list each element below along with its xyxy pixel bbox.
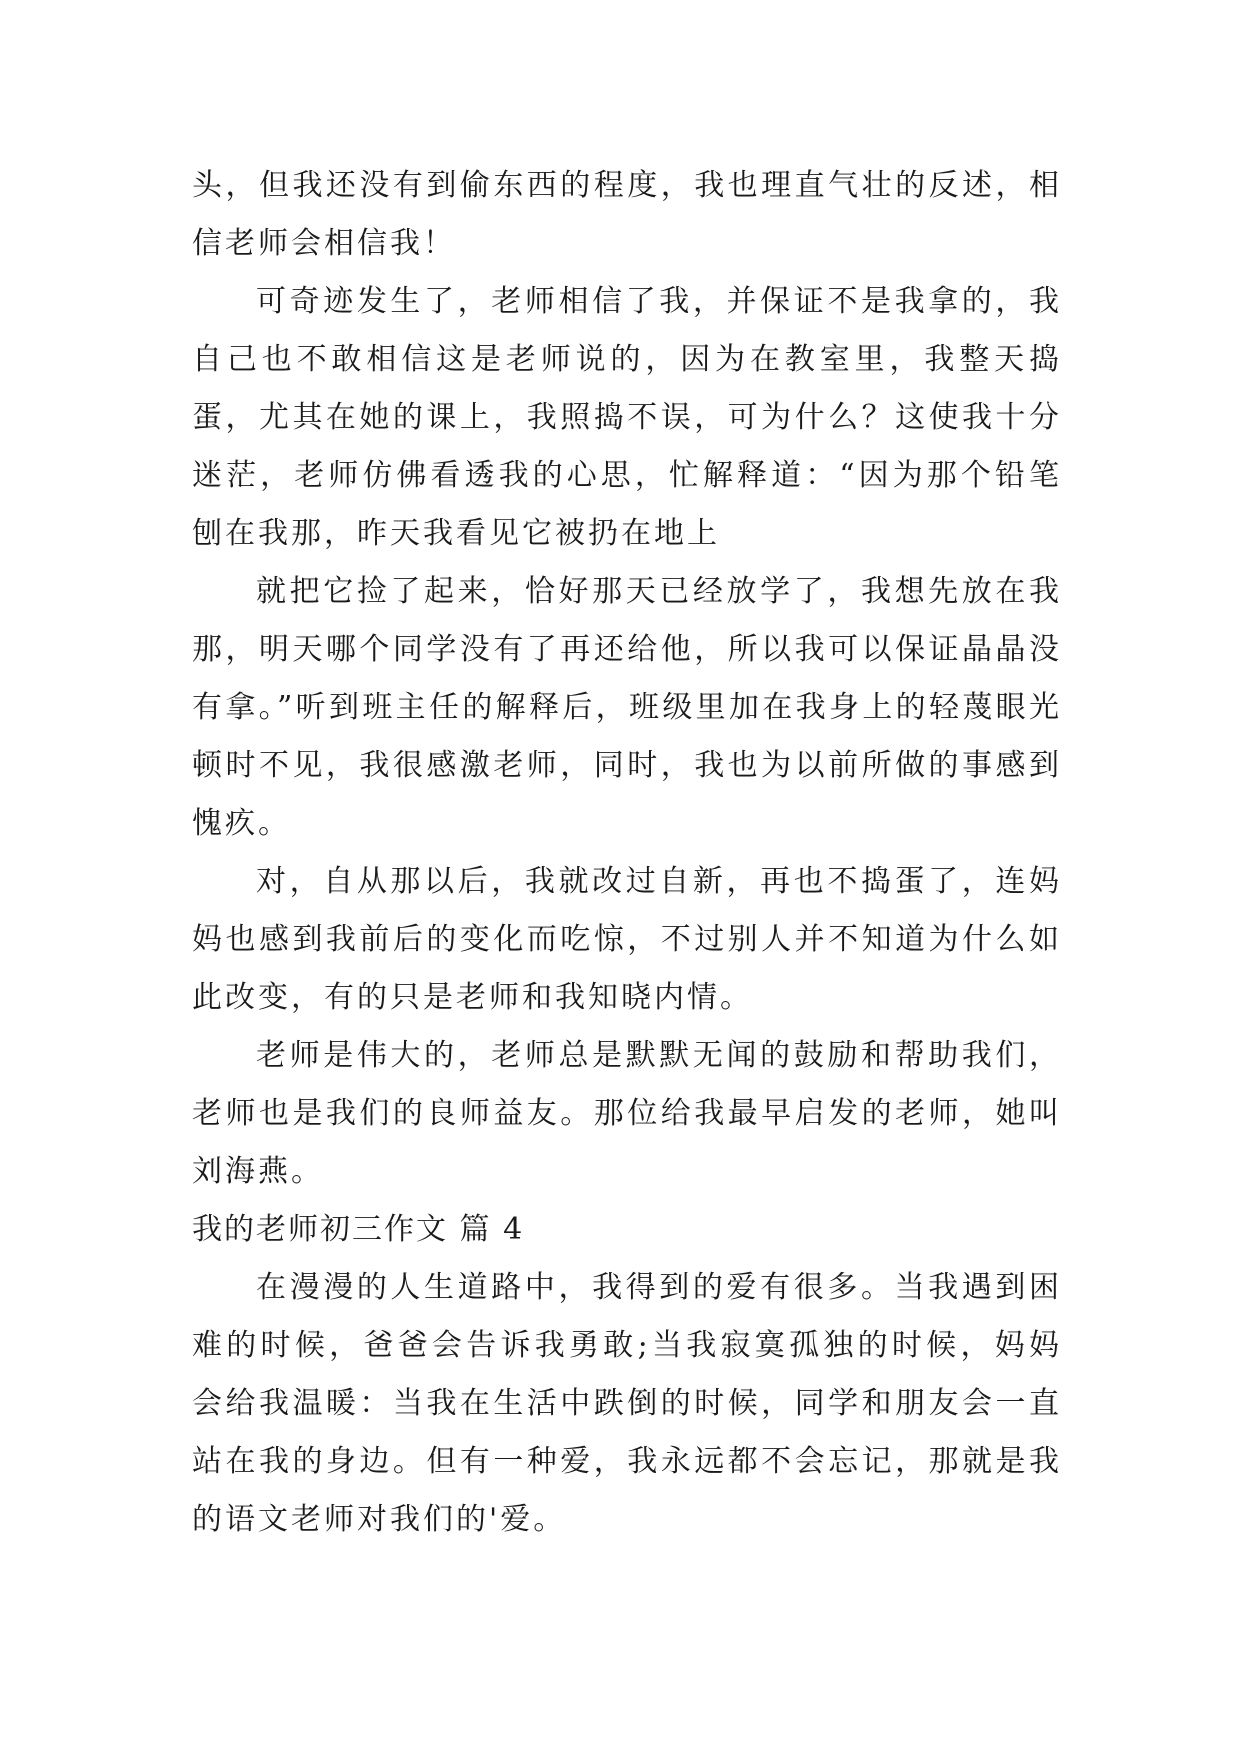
paragraph: 对，自从那以后，我就改过自新，再也不捣蛋了，连妈妈也感到我前后的变化而吃惊，不过别人并不知道为什么如此改变，有的只是老师和我知晓内情。 [192, 864, 1062, 1015]
paragraph: 就把它捡了起来，恰好那天已经放学了，我想先放在我那，明天哪个同学没有了再还给他，所以我可以保证晶晶没有拿。”听到班主任的解释后，班级里加在我身上的轻蔑眼光顿时不见，我很感激老师，同时，我也为以前所做的事感到愧疚。 [192, 574, 1062, 841]
paragraph: 可奇迹发生了，老师相信了我，并保证不是我拿的，我自己也不敢相信这是老师说的，因为在教室里，我整天捣蛋，尤其在她的课上，我照捣不误，可为什么？这使我十分迷茫，老师仿佛看透我的心思，忙解释道：“因为那个铅笔刨在我那，昨天我看见它被扔在地上 [192, 284, 1062, 551]
paragraph: 老师是伟大的，老师总是默默无闻的鼓励和帮助我们，老师也是我们的良师益友。那位给我最早启发的老师，她叫刘海燕。 [192, 1038, 1062, 1189]
paragraph-continuation: 头，但我还没有到偷东西的程度，我也理直气壮的反述，相信老师会相信我！ [192, 168, 1062, 261]
paragraph: 在漫漫的人生道路中，我得到的爱有很多。当我遇到困难的时候，爸爸会告诉我勇敢;当我寂寞孤独的时候，妈妈会给我温暖：当我在生活中跌倒的时候，同学和朋友会一直站在我的身边。但有一种爱，我永远都不会忘记，那就是我的语文老师对我们的'爱。 [192, 1270, 1062, 1537]
section-title: 我的老师初三作文 篇 4 [192, 1212, 525, 1247]
document-body [192, 157, 1062, 1549]
